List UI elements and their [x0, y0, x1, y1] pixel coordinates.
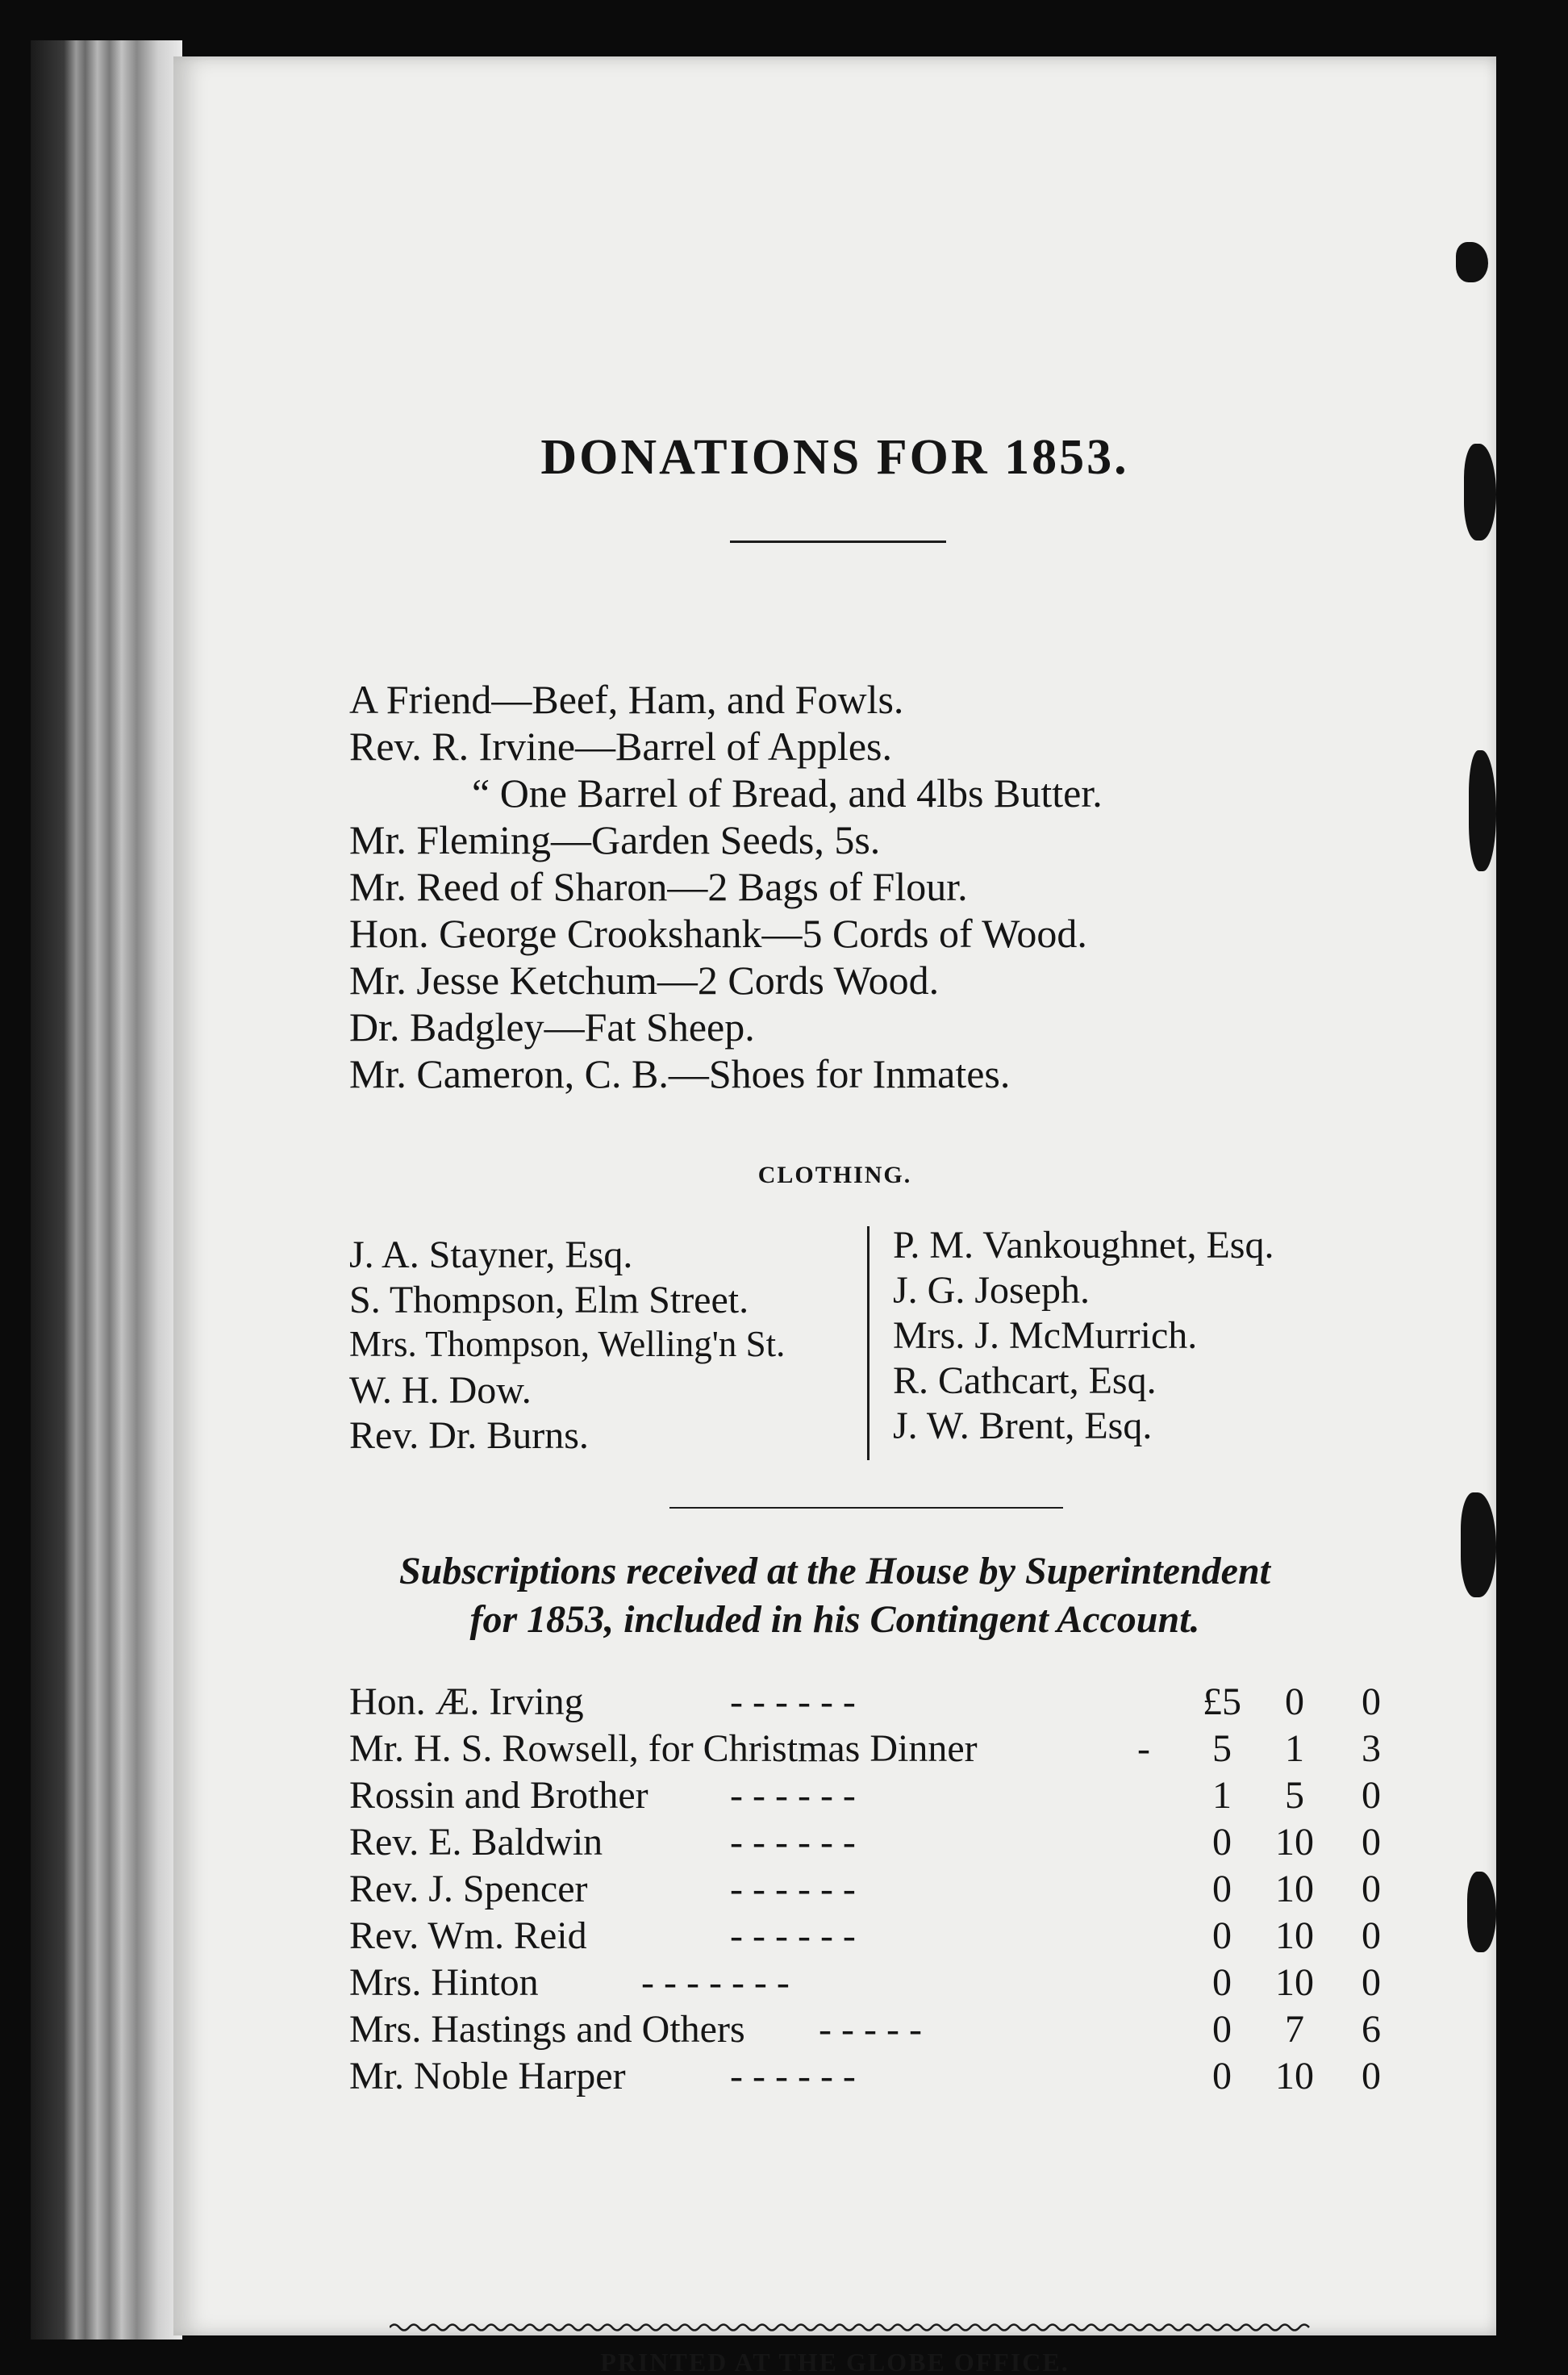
amount-pence: 3 — [1362, 1727, 1381, 1770]
clothing-left-entry: J. A. Stayner, Esq. — [349, 1233, 633, 1276]
donation-line: “ One Barrel of Bread, and 4lbs Butter. — [472, 770, 1103, 816]
clothing-left-entry: S. Thompson, Elm Street. — [349, 1279, 749, 1321]
amount-shillings: 10 — [1275, 2055, 1314, 2097]
amount-pounds: 5 — [1212, 1727, 1232, 1770]
clothing-right-entry: P. M. Vankoughnet, Esq. — [893, 1224, 1274, 1267]
amount-pence: 0 — [1362, 1961, 1381, 2004]
amount-shillings: 10 — [1275, 1914, 1314, 1957]
clothing-right-entry: J. W. Brent, Esq. — [893, 1405, 1153, 1447]
amount-pence: 0 — [1362, 2055, 1381, 2097]
donation-line: Mr. Fleming—Garden Seeds, 5s. — [349, 817, 881, 862]
subscriptions-heading-line1: Subscriptions received at the House by Superintendent — [398, 1550, 1271, 1592]
subscriber-name: Mr. H. S. Rowsell, for Christmas Dinner — [349, 1727, 978, 1770]
amount-shillings: 1 — [1285, 1727, 1304, 1770]
dot-leader: - - - - - - — [730, 1821, 856, 1864]
subscriber-name: Hon. Æ. Irving — [349, 1680, 584, 1723]
printer-imprint: PRINTED AT THE GLOBE OFFICE. — [600, 2348, 1070, 2375]
donation-line: Mr. Reed of Sharon—2 Bags of Flour. — [349, 864, 968, 909]
amount-pence: 0 — [1362, 1680, 1381, 1723]
amount-shillings: 7 — [1285, 2008, 1304, 2051]
edge-damage — [1467, 1872, 1496, 1952]
dot-leader: - - - - - - — [730, 1680, 856, 1723]
amount-shillings: 10 — [1275, 1821, 1314, 1864]
donation-line: Mr. Jesse Ketchum—2 Cords Wood. — [349, 958, 940, 1003]
donation-line: Mr. Cameron, C. B.—Shoes for Inmates. — [349, 1051, 1011, 1096]
subscriber-name: Rev. E. Baldwin — [349, 1821, 603, 1864]
amount-pounds: 0 — [1212, 1868, 1232, 1910]
dot-leader: - - - - - - — [730, 2055, 856, 2097]
amount-pounds: 0 — [1212, 1914, 1232, 1957]
donation-line: Dr. Badgley—Fat Sheep. — [349, 1004, 755, 1050]
amount-shillings: 10 — [1275, 1868, 1314, 1910]
ornamental-rule — [390, 2320, 1312, 2335]
subscriptions-heading-line2: for 1853, included in his Contingent Account. — [469, 1598, 1200, 1641]
amount-pounds: 0 — [1212, 2055, 1232, 2097]
dot-leader: - - - - - — [819, 2008, 922, 2051]
clothing-left-entry: Mrs. Thompson, Welling'n St. — [349, 1324, 786, 1364]
amount-pounds: 0 — [1212, 1961, 1232, 2004]
amount-pence: 6 — [1362, 2008, 1381, 2051]
amount-pence: 0 — [1362, 1914, 1381, 1957]
amount-shillings: 10 — [1275, 1961, 1314, 2004]
edge-damage — [1469, 750, 1496, 871]
section-rule — [669, 1507, 1063, 1509]
clothing-right-entry: J. G. Joseph. — [893, 1269, 1091, 1312]
donation-line: Hon. George Crookshank—5 Cords of Wood. — [349, 911, 1087, 956]
amount-pence: 0 — [1362, 1821, 1381, 1864]
subscriber-name: Rev. Wm. Reid — [349, 1914, 587, 1957]
dot-leader: - - - - - - - — [641, 1961, 790, 2004]
book-spine — [31, 40, 182, 2340]
subscriber-name: Rossin and Brother — [349, 1774, 648, 1817]
dot-leader: - - - - - - — [730, 1868, 856, 1910]
column-divider — [867, 1226, 869, 1460]
amount-shillings: 0 — [1285, 1680, 1304, 1723]
amount-shillings: 5 — [1285, 1774, 1304, 1817]
amount-pounds: 1 — [1212, 1774, 1232, 1817]
subscriber-name: Rev. J. Spencer — [349, 1868, 588, 1910]
donation-line: A Friend—Beef, Ham, and Fowls. — [349, 677, 904, 722]
title-rule — [730, 541, 946, 543]
subscriber-name: Mrs. Hastings and Others — [349, 2008, 745, 2051]
page-sheet — [173, 56, 1496, 2375]
donation-line: Rev. R. Irvine—Barrel of Apples. — [349, 724, 892, 769]
dot-leader: - - - - - - — [730, 1914, 856, 1957]
clothing-left-entry: W. H. Dow. — [349, 1369, 532, 1412]
page-title: DONATIONS FOR 1853. — [540, 430, 1129, 485]
amount-pence: 0 — [1362, 1774, 1381, 1817]
dot-leader: - - - - - - — [730, 1774, 856, 1817]
subscriber-name: Mrs. Hinton — [349, 1961, 539, 2004]
amount-pounds: 0 — [1212, 2008, 1232, 2051]
amount-pence: 0 — [1362, 1868, 1381, 1910]
amount-pounds: £5 — [1203, 1680, 1241, 1723]
subscriber-name: Mr. Noble Harper — [349, 2055, 626, 2097]
clothing-left-entry: Rev. Dr. Burns. — [349, 1414, 589, 1457]
clothing-heading: CLOTHING. — [757, 1162, 912, 1188]
clothing-right-entry: R. Cathcart, Esq. — [893, 1359, 1157, 1402]
clothing-right-entry: Mrs. J. McMurrich. — [893, 1314, 1198, 1357]
amount-pounds: 0 — [1212, 1821, 1232, 1864]
dot-leader: - — [1137, 1727, 1150, 1770]
edge-damage — [1456, 242, 1488, 282]
